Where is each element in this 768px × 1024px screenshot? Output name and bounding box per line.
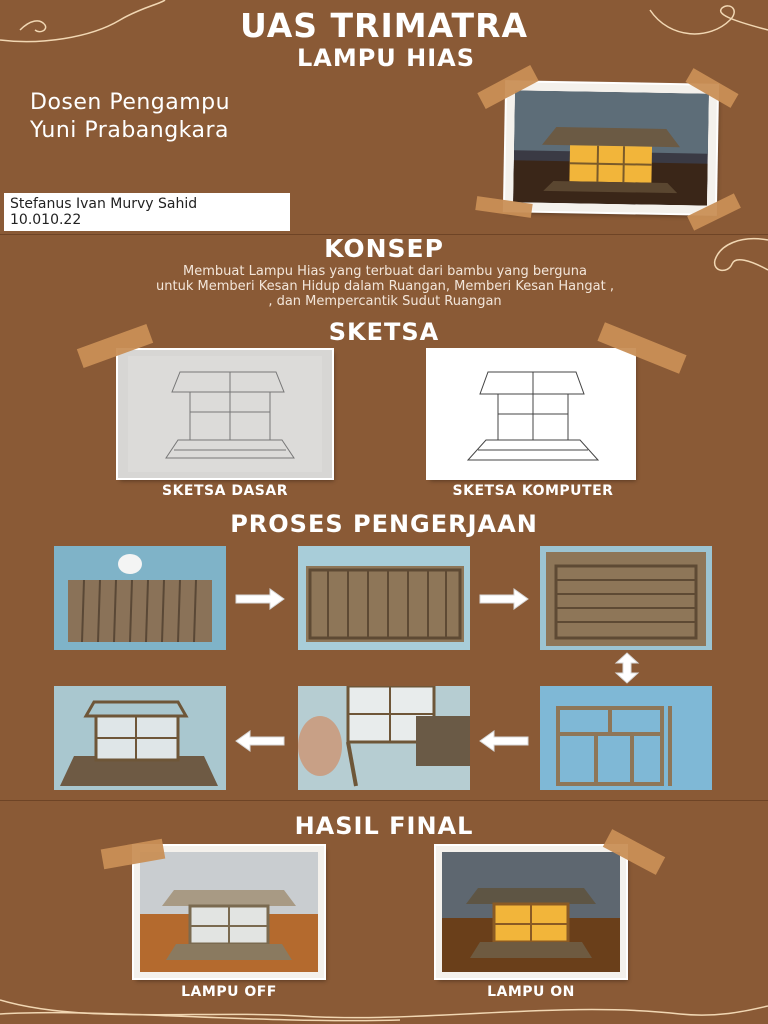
arrow-vertical-icon [614,652,640,684]
konsep-line: untuk Memberi Kesan Hidup dalam Ruangan, Memberi Kesan Hangat , [156,279,614,294]
sketsa-komputer-frame [428,350,634,478]
dosen-name: Yuni Prabangkara [30,118,230,143]
page-title: UAS TRIMATRA [239,6,529,45]
hasil-final-title: HASIL FINAL [294,812,474,840]
konsep-description [40,264,730,309]
proses-photo-6 [54,686,226,790]
page-subtitle: LAMPU HIAS [296,44,476,72]
sketsa-dasar-frame [118,350,332,478]
header-lamp-photo [513,90,709,205]
konsep-line: , dan Mempercantik Sudut Ruangan [268,294,502,309]
divider [0,800,768,801]
lampu-on-frame [436,846,626,978]
lampu-on-photo [442,852,620,972]
arrow-left-icon [478,730,530,752]
lampu-off-photo [140,852,318,972]
proses-photo-5 [298,686,470,790]
sketsa-title: SKETSA [328,318,440,346]
swirl-decoration-bottom [0,980,768,1024]
konsep-title: KONSEP [324,234,444,263]
dosen-label: Dosen Pengampu [30,90,231,115]
proses-photo-2 [298,546,470,650]
arrow-right-icon [234,588,286,610]
proses-photo-3 [540,546,712,650]
arrow-left-icon [234,730,286,752]
student-info-box [4,193,290,231]
proses-photo-4 [540,686,712,790]
arrow-right-icon [478,588,530,610]
lampu-off-caption: LAMPU OFF [181,984,277,1000]
sketsa-dasar-drawing [118,350,332,478]
header-photo-frame [505,82,717,214]
lampu-on-caption: LAMPU ON [487,984,575,1000]
sketsa-dasar-caption: SKETSA DASAR [162,483,288,499]
proses-photo-1 [54,546,226,650]
sketsa-komputer-drawing [428,350,634,478]
lampu-off-frame [134,846,324,978]
student-name: Stefanus Ivan Murvy Sahid [10,196,198,212]
sketsa-komputer-caption: SKETSA KOMPUTER [452,483,614,499]
konsep-line: Membuat Lampu Hias yang terbuat dari bambu yang berguna [183,264,587,279]
proses-title: PROSES PENGERJAAN [230,510,538,538]
student-id: 10.010.22 [10,212,82,228]
